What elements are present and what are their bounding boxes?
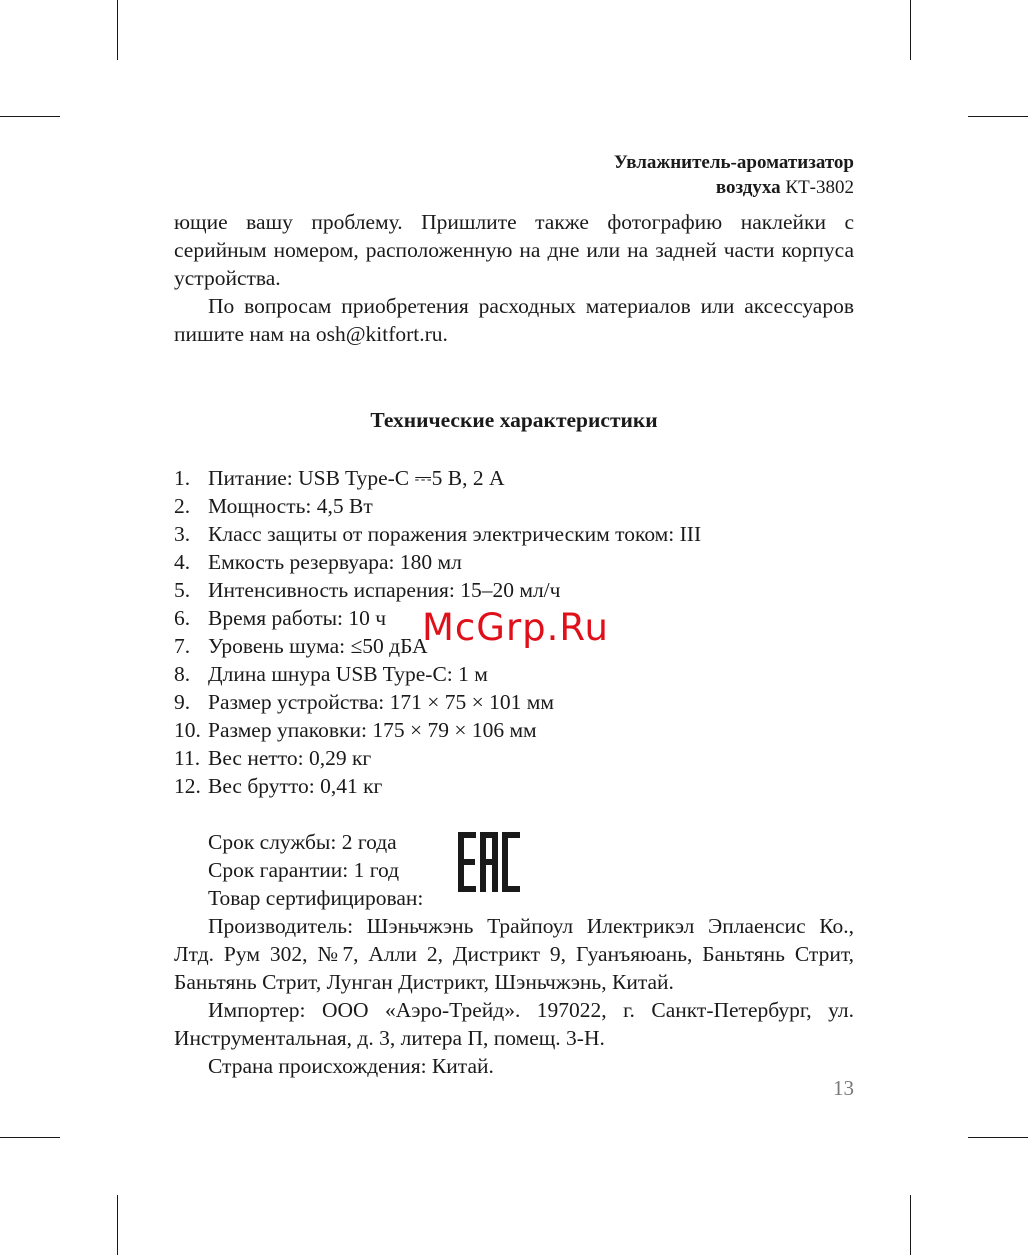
crop-mark-bottom-left-vertical (117, 1195, 118, 1255)
spec-number: 2. (174, 494, 191, 518)
section-title: Технические характеристики (370, 408, 658, 432)
spec-number: 7. (174, 634, 191, 658)
spec-number: 9. (174, 690, 191, 714)
spec-text: Класс защиты от поражения электрическим током: III (208, 522, 702, 546)
spec-number: 3. (174, 522, 191, 546)
spec-text: Интенсивность испарения: 15–20 мл/ч (208, 578, 561, 602)
crop-mark-top-left-horizontal (0, 116, 60, 117)
intro-paragraph-1: ющие вашу проблему. Пришлите также фотографию наклейки с серийным номером, расположенную на дне или на задней части корпуса устройства. (174, 210, 854, 290)
manufacturer-info: Производитель: Шэньчжэнь Трайпоул Илектрикэл Эплаенсис Ко., Лтд. Рум 302, №7, Алли 2, Дистрикт 9, Гуанъяюань, Баньтянь Стрит, Баньтянь Стрит, Лунган Дистрикт, Шэньчжэнь, Китай. (174, 914, 854, 994)
crop-mark-bottom-right-horizontal (968, 1137, 1028, 1138)
spec-text: Вес нетто: 0,29 кг (208, 746, 372, 770)
page-number: 13 (833, 1076, 854, 1100)
spec-number: 5. (174, 578, 191, 602)
service-life: Срок службы: 2 года (208, 830, 397, 854)
header-model: КТ-3802 (785, 177, 854, 198)
spec-item (174, 492, 854, 520)
header-title-line-2: воздуха (715, 177, 781, 198)
spec-number: 4. (174, 550, 191, 574)
spec-number: 1. (174, 466, 191, 490)
spec-text: Емкость резервуара: 180 мл (208, 550, 462, 574)
spec-text: Размер упаковки: 175 × 79 × 106 мм (208, 718, 537, 742)
spec-item (174, 520, 854, 548)
spec-text: Вес брутто: 0,41 кг (208, 774, 383, 798)
spec-number: 10. (174, 718, 201, 742)
certified-label: Товар сертифицирован: (208, 886, 424, 910)
spec-item (174, 548, 854, 576)
spec-item (174, 744, 854, 772)
spec-text: Время работы: 10 ч (208, 606, 387, 630)
spec-number: 8. (174, 662, 191, 686)
spec-text: Длина шнура USB Type-C: 1 м (208, 662, 488, 686)
spec-item (174, 716, 854, 744)
spec-text: Размер устройства: 171 × 75 × 101 мм (208, 690, 554, 714)
spec-item (174, 688, 854, 716)
crop-mark-top-left-vertical (117, 0, 118, 60)
running-header (614, 150, 854, 200)
spec-item (174, 772, 854, 800)
spec-number: 12. (174, 774, 201, 798)
spec-text: Питание: USB Type-C ⎓5 В, 2 А (208, 466, 505, 490)
crop-mark-top-right-vertical (910, 0, 911, 60)
spec-item (174, 464, 854, 492)
spec-text: Мощность: 4,5 Вт (208, 494, 373, 518)
spec-number: 11. (174, 746, 201, 770)
spec-text: Уровень шума: ≤50 дБА (208, 634, 428, 658)
spec-item (174, 576, 854, 604)
header-title-line-1: Увлажнитель-ароматизатор (613, 152, 854, 173)
crop-mark-top-right-horizontal (968, 116, 1028, 117)
spec-number: 6. (174, 606, 191, 630)
service-info (174, 828, 854, 1080)
eac-certification-mark (458, 832, 520, 892)
watermark: McGrp.Ru (422, 606, 609, 649)
crop-mark-bottom-right-vertical (910, 1195, 911, 1255)
warranty-period: Срок гарантии: 1 год (208, 858, 400, 882)
importer-info: Импортер: ООО «Аэро-Трейд». 197022, г. Санкт-Петербург, ул. Инструментальная, д. 3, литера П, помещ. 3-Н. (174, 998, 854, 1050)
spec-item (174, 660, 854, 688)
crop-mark-bottom-left-horizontal (0, 1137, 60, 1138)
country-of-origin: Страна происхождения: Китай. (208, 1054, 494, 1078)
intro-paragraph-2: По вопросам приобретения расходных материалов или аксессуаров пишите нам на osh@kitfort.ru. (174, 294, 854, 346)
